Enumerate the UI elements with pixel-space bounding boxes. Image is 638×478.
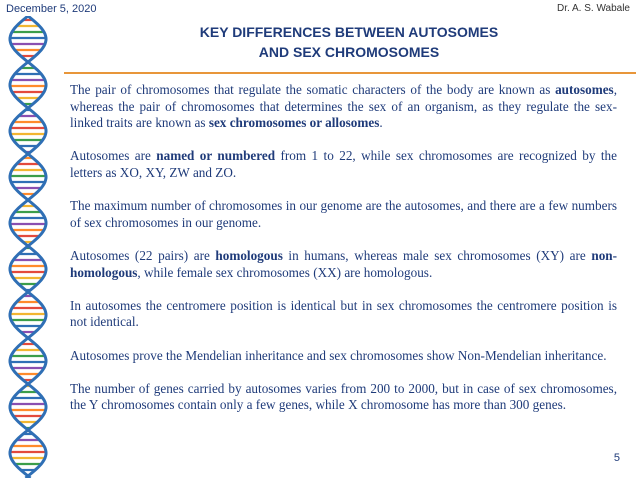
- bold-term: named or numbered: [156, 148, 276, 164]
- paragraph-6: [70, 348, 617, 365]
- page-number: 5: [613, 452, 620, 464]
- text: , while female sex chromosomes (XX) are homologous.: [137, 264, 433, 280]
- bold-term: autosomes: [555, 82, 614, 97]
- text: Autosomes prove the Mendelian inheritance and sex chromosomes show Non-Mendelian inheritance.: [70, 347, 607, 363]
- slide-title: [60, 22, 638, 62]
- text: from 1 to 22, while sex chromosomes are recognized by the letters as XO, XY, ZW and ZO.: [70, 148, 618, 180]
- paragraph-4: [70, 248, 617, 281]
- date-label: December 5, 2020: [6, 3, 97, 15]
- text: in humans, whereas male sex chromosomes (XY) are: [282, 247, 592, 263]
- paragraph-5: [70, 298, 617, 331]
- bold-term: non-homologous: [70, 247, 618, 280]
- text: The number of genes carried by autosomes varies from 200 to 2000, but in case of sex chromosomes, the Y chromosomes contain only a few genes, while X chromosome has more than 300 genes.: [70, 380, 617, 413]
- text: .: [379, 115, 383, 131]
- text: , whereas the pair of chromosomes that determines the sex of an organism, as they regulate the sex-linked traits are known as: [70, 82, 617, 131]
- text: Autosomes (22 pairs) are: [70, 247, 216, 263]
- text: Autosomes are: [70, 148, 157, 164]
- text: The pair of chromosomes that regulate the somatic characters of the body are known as: [70, 82, 556, 97]
- text: The maximum number of chromosomes in our genome are the autosomes, and there are a few numbers of sex chromosomes in our genome.: [70, 198, 617, 230]
- paragraph-3: [70, 198, 617, 231]
- text: In autosomes the centromere position is identical but in sex chromosomes the centromere position is not identical.: [70, 297, 617, 330]
- bold-term: sex chromosomes or allosomes: [208, 115, 380, 131]
- paragraph-7: [70, 381, 617, 414]
- bold-term: homologous: [215, 247, 283, 263]
- paragraph-2: [70, 148, 617, 181]
- title-line-1: KEY DIFFERENCES BETWEEN AUTOSOMES: [199, 24, 499, 40]
- title-line-2: AND SEX CHROMOSOMES: [258, 44, 440, 60]
- slide-body: [70, 82, 617, 430]
- paragraph-1: [70, 82, 617, 132]
- dna-helix-decoration: [0, 16, 56, 478]
- title-divider: [64, 72, 636, 74]
- author-label: Dr. A. S. Wabale: [557, 3, 630, 14]
